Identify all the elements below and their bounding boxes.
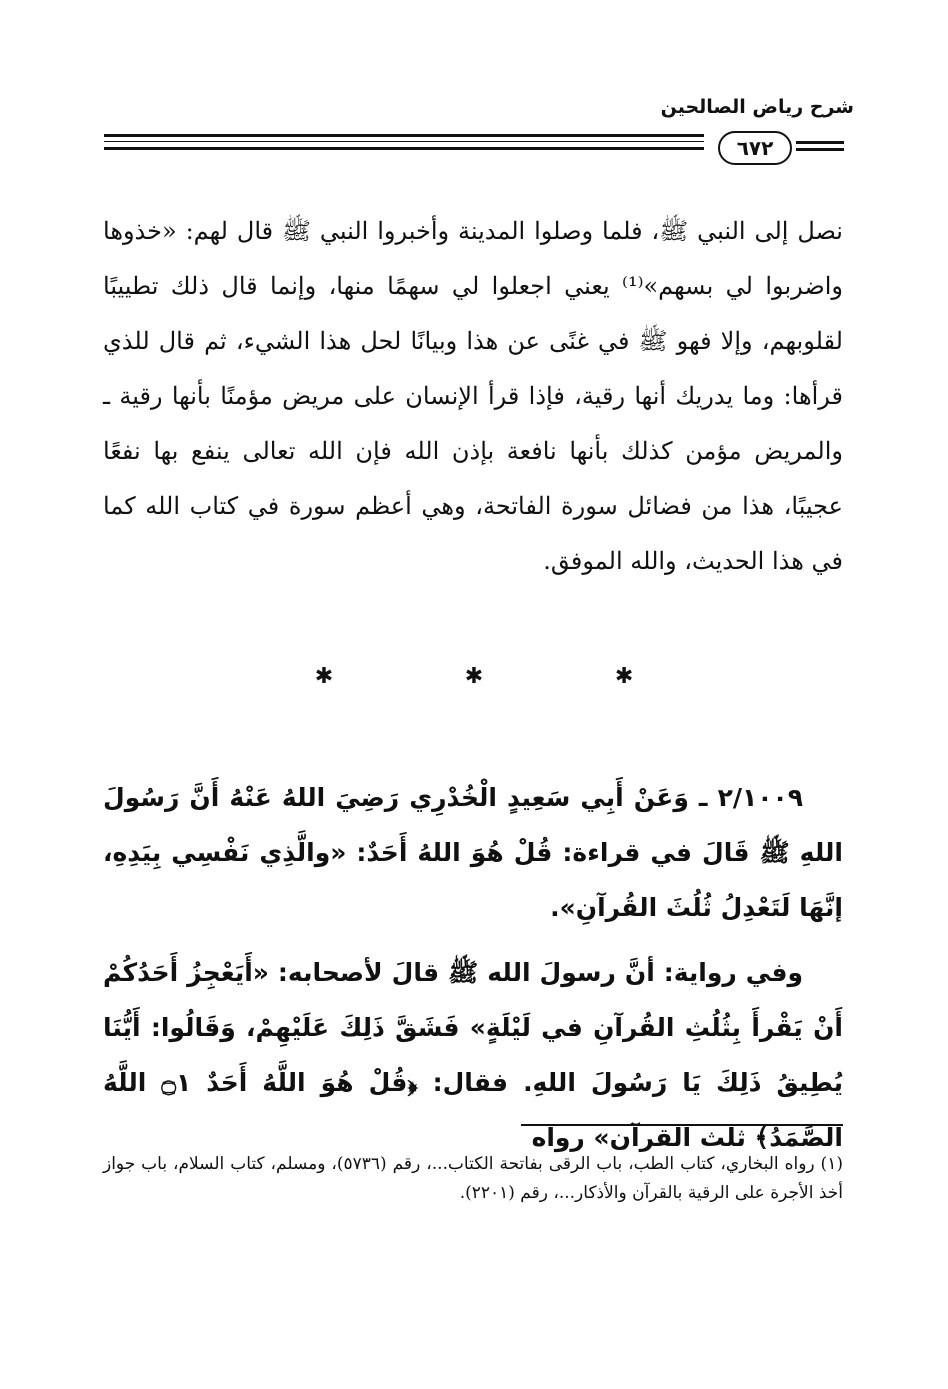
header-rule-top bbox=[104, 134, 704, 137]
hadith-narration-paragraph: وفي رواية: أنَّ رسولَ الله ﷺ قالَ لأصحابه: «أَيَعْجِزُ أَحَدُكُمْ أَنْ يَقْرأَ بِثُلُثِ القُرآنِ في لَيْلَةٍ» فَشَقَّ ذَلِكَ عَلَيْهِمْ، وَقَالُوا: أَيُّنَا يُطِيقُ ذَلِكَ يَا رَسُولَ اللهِ. فقال: ﴿قُلْ هُوَ اللَّهُ أَحَدٌ ۝١ اللَّهُ الصَّمَدُ﴾ ثلث القرآن» رواه bbox=[103, 958, 843, 1152]
header-rule-right-top bbox=[796, 141, 844, 144]
commentary-paragraph: نصل إلى النبي ﷺ، فلما وصلوا المدينة وأخبروا النبي ﷺ قال لهم: «خذوها واضربوا لي بسهم»⁽¹⁾ يعني اجعلوا لي سهمًا منها، وإنما قال ذلك تطييبًا لقلوبهم، وإلا فهو ﷺ في غنًى عن هذا وبيانًا لحل هذا الشيء، ثم قال للذي قرأها: وما يدريك أنها رقية، فإذا قرأ الإنسان على مريض مؤمنًا بأنها رقية ـ والمريض مؤمن كذلك بأنها نافعة بإذن الله فإن الله تعالى ينفع بها نفعًا عجيبًا، هذا من فضائل سورة الفاتحة، وهي أعظم سورة في كتاب الله كما في هذا الحديث، والله الموفق. bbox=[103, 217, 843, 575]
hadith-paragraph: ٢/١٠٠٩ ـ وَعَنْ أَبِي سَعِيدٍ الْخُدْرِي رَضِيَ اللهُ عَنْهُ أَنَّ رَسُولَ اللهِ ﷺ قَالَ في قراءة: قُلْ هُوَ اللهُ أَحَدٌ: «والَّذِي نَفْسِي بِيَدِهِ، إنَّهَا لَتَعْدِلُ ثُلُثَ القُرآنِ». bbox=[103, 783, 843, 922]
footnote-rule bbox=[521, 1124, 843, 1126]
section-separator: ✱ ✱ ✱ bbox=[314, 664, 696, 689]
commentary-text bbox=[103, 204, 843, 589]
header-rule-middle bbox=[104, 141, 704, 142]
header-rule-bottom bbox=[104, 147, 704, 150]
footnotes bbox=[103, 1150, 843, 1208]
hadith-text bbox=[103, 770, 843, 1175]
header-rule-right-bottom bbox=[796, 148, 844, 151]
page-number: ٦٧٢ bbox=[718, 131, 792, 165]
footnote-1: (١) رواه البخاري، كتاب الطب، باب الرقى بفاتحة الكتاب...، رقم (٥٧٣٦)، ومسلم، كتاب السلام، باب جواز أخذ الأجرة على الرقية بالقرآن والأذكار...، رقم (٢٢٠١). bbox=[103, 1154, 843, 1203]
running-title: شرح رياض الصالحين bbox=[660, 96, 854, 118]
